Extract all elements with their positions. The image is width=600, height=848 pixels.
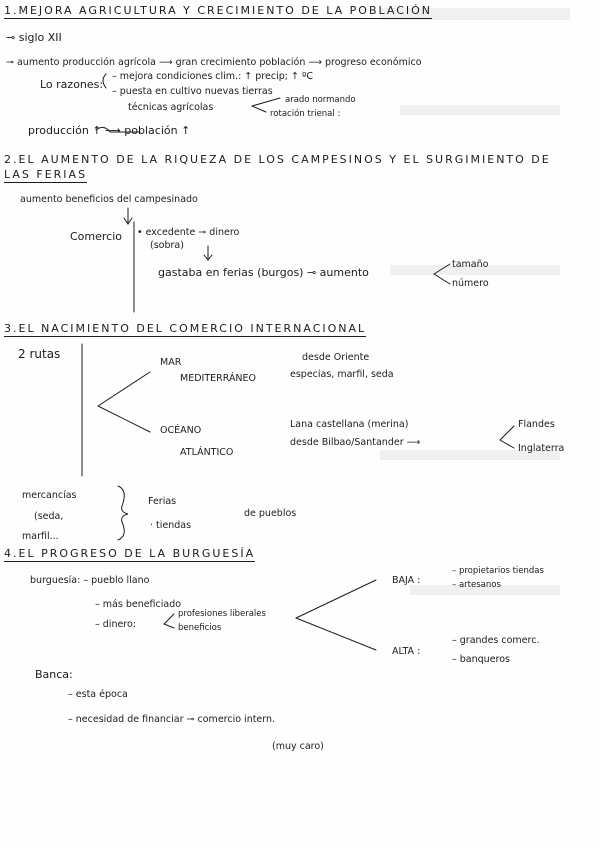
- mar-label: MAR: [160, 357, 182, 368]
- profesiones-liberales: profesiones liberales: [178, 609, 266, 619]
- section-3-title: 3.EL NACIMIENTO DEL COMERCIO INTERNACIONAL: [4, 322, 367, 335]
- produccion-line: producción ↑ ⟶ población ↑: [28, 124, 191, 137]
- numero-label: número: [452, 278, 489, 289]
- necesidad-line: – necesidad de financiar ⊸ comercio intern.: [68, 714, 276, 725]
- beneficios-label: beneficios: [178, 623, 222, 633]
- muy-caro: (muy caro): [272, 741, 324, 752]
- section-2-title: 2.EL AUMENTO DE LA RIQUEZA DE LOS CAMPESINOS Y EL SURGIMIENTO DE: [4, 153, 551, 166]
- mercancias-label: mercancías: [22, 490, 77, 501]
- desde-oriente: desde Oriente: [302, 352, 370, 363]
- razon-tierras: – puesta en cultivo nuevas tierras: [112, 86, 273, 97]
- banca-label: Banca:: [35, 668, 73, 681]
- flandes-label: Flandes: [518, 419, 555, 430]
- atlantico-label: ATLÁNTICO: [180, 447, 234, 458]
- propietarios-tiendas: – propietarios tiendas: [452, 566, 544, 576]
- tiendas-label: · tiendas: [150, 520, 192, 531]
- ferias-label: Ferias: [148, 496, 177, 507]
- beneficios-line: aumento beneficios del campesinado: [20, 194, 198, 205]
- esta-epoca: – esta época: [68, 689, 128, 700]
- alta-label: ALTA :: [392, 646, 421, 657]
- section-4-title: 4.EL PROGRESO DE LA BURGUESÍA: [4, 547, 256, 560]
- dinero-label: – dinero:: [95, 619, 137, 630]
- razon-tecnicas: técnicas agrícolas: [128, 102, 214, 113]
- rutas-label: 2 rutas: [18, 347, 61, 361]
- seda-label: (seda,: [34, 511, 64, 522]
- baja-label: BAJA :: [392, 575, 421, 586]
- oceano-label: OCÉANO: [160, 425, 202, 436]
- razones-label: Lo razones:: [40, 78, 104, 91]
- de-pueblos: de pueblos: [244, 508, 297, 519]
- banqueros-label: – banqueros: [452, 654, 510, 665]
- grandes-comerc: – grandes comerc.: [452, 635, 540, 646]
- lana-line: Lana castellana (merina): [290, 419, 409, 430]
- artesanos-label: – artesanos: [452, 580, 501, 590]
- gastaba-line: gastaba en ferias (burgos) ⊸ aumento: [158, 266, 369, 279]
- mas-beneficiado: – más beneficiado: [95, 599, 182, 610]
- siglo-line: ⊸ siglo XII: [6, 31, 62, 44]
- sobra-note: (sobra): [150, 240, 184, 251]
- section-2-title-cont: LAS FERIAS: [4, 168, 88, 181]
- rotacion-trienal: rotación trienal :: [270, 109, 341, 119]
- tamano-label: tamaño: [452, 259, 489, 270]
- excedente-line: • excedente ⊸ dinero: [137, 227, 240, 238]
- desde-bilbao-line: desde Bilbao/Santander ⟶: [290, 437, 421, 448]
- inglaterra-label: Inglaterra: [518, 443, 565, 454]
- especias-line: especias, marfil, seda: [290, 369, 394, 380]
- arado-normando: arado normando: [285, 95, 356, 105]
- mediterraneo-label: MEDITERRÁNEO: [180, 373, 257, 384]
- section-1-title: 1.MEJORA AGRICULTURA Y CRECIMIENTO DE LA POBLACIÓN: [4, 4, 433, 17]
- marfil-label: marfil...: [22, 531, 59, 542]
- razon-clima: – mejora condiciones clim.: ↑ precip; ↑ ºC: [112, 71, 314, 82]
- comercio-label: Comercio: [70, 230, 123, 243]
- aumento-line: ⊸ aumento producción agrícola ⟶ gran crecimiento población ⟶ progreso económico: [6, 57, 422, 68]
- burguesia-line: burguesía: – pueblo llano: [30, 575, 150, 586]
